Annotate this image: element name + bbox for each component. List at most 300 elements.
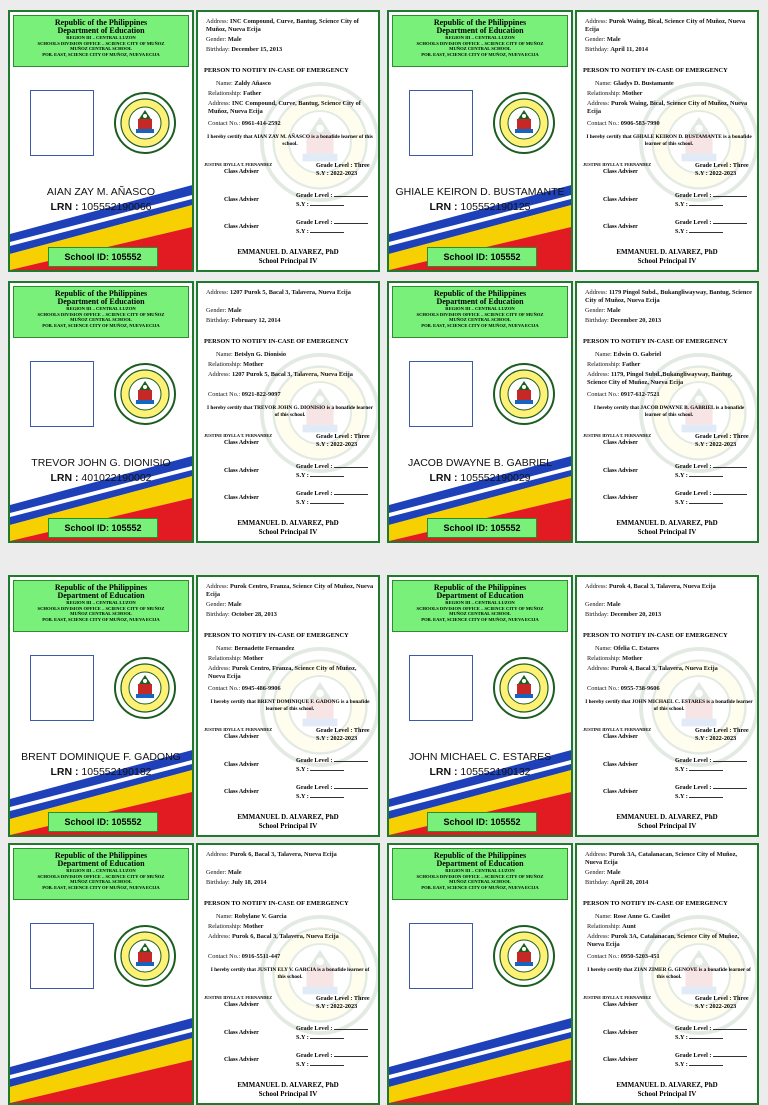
lrn-value: 105552190066 bbox=[81, 201, 152, 213]
sy-label: S.Y : bbox=[296, 227, 309, 235]
card-back bbox=[196, 10, 380, 272]
student-lrn bbox=[10, 201, 192, 213]
republic-title: Republic of the Philippines bbox=[433, 289, 527, 298]
sy-label: S.Y : bbox=[695, 734, 708, 742]
sy-label: S.Y : bbox=[675, 498, 688, 506]
deped-title: Department of Education bbox=[436, 859, 524, 868]
school-seal-icon bbox=[493, 92, 555, 154]
deped-title: Department of Education bbox=[57, 26, 145, 35]
emergency-name bbox=[216, 913, 380, 921]
sy-value: 2022-2023 bbox=[709, 440, 737, 448]
emergency-name bbox=[216, 351, 380, 359]
student-birthday bbox=[585, 879, 755, 887]
cert-suffix: is a bonafide learner of this school. bbox=[265, 699, 370, 712]
school-header bbox=[13, 848, 189, 900]
blank-line bbox=[334, 462, 368, 468]
field-label: Address: bbox=[587, 371, 610, 378]
cert-prefix: I hereby certify that bbox=[593, 405, 640, 411]
class-adviser-label-2: Class Adviser bbox=[224, 197, 259, 203]
field-value: 1179 Pingol Subd., Bukangliwayway, Bantug, Science City of Muñoz, Nueva Ecija bbox=[585, 289, 752, 304]
grade-level-current bbox=[316, 995, 370, 1010]
sy-label: S.Y : bbox=[296, 765, 309, 773]
blank-line bbox=[713, 756, 747, 762]
adviser-name: JUSTINE IDYLLA T. FERNANDEZ bbox=[583, 433, 652, 438]
flag-stripes bbox=[389, 1017, 573, 1103]
student-gender bbox=[585, 869, 755, 877]
emergency-contact bbox=[208, 953, 378, 961]
school-header bbox=[392, 286, 568, 338]
emergency-address bbox=[208, 665, 374, 681]
location-line: POB. EAST, SCIENCE CITY OF MUÑOZ, NUEVA ECIJA bbox=[421, 616, 539, 622]
blank-line bbox=[713, 783, 747, 789]
emergency-heading: PERSON TO NOTIFY IN-CASE OF EMERGENCY bbox=[204, 338, 349, 345]
certification-text bbox=[585, 405, 753, 418]
student-gender bbox=[206, 601, 376, 609]
field-label: Address: bbox=[206, 18, 229, 25]
grade-level-label: Grade Level : bbox=[695, 995, 732, 1002]
student-birthday bbox=[585, 46, 755, 54]
lrn-value: 105552190125 bbox=[460, 201, 531, 213]
field-label: Birthday: bbox=[585, 611, 609, 618]
grade-level-blank-3 bbox=[296, 489, 368, 506]
field-label: Gender: bbox=[206, 601, 227, 608]
blank-line bbox=[310, 200, 344, 206]
student-address bbox=[206, 583, 376, 599]
deped-title: Department of Education bbox=[436, 297, 524, 306]
grade-level-label: Grade Level : bbox=[296, 463, 333, 470]
emergency-name bbox=[595, 351, 759, 359]
field-label: Contact No.: bbox=[208, 953, 241, 960]
class-adviser-label-3: Class Adviser bbox=[603, 1057, 638, 1063]
republic-title: Republic of the Philippines bbox=[433, 583, 527, 592]
blank-line bbox=[689, 200, 723, 206]
class-adviser-label-3: Class Adviser bbox=[603, 495, 638, 501]
cert-prefix: I hereby certify that bbox=[207, 405, 253, 411]
field-value: Rose Anne G. Casilet bbox=[613, 913, 671, 920]
emergency-heading: PERSON TO NOTIFY IN-CASE OF EMERGENCY bbox=[583, 67, 728, 74]
student-gender bbox=[206, 869, 376, 877]
grade-level-blank-3 bbox=[675, 489, 747, 506]
cert-prefix: I hereby certify that bbox=[210, 699, 256, 705]
sy-label: S.Y : bbox=[675, 471, 688, 479]
student-address bbox=[585, 583, 755, 591]
cert-name: JOHN MICHAEL C. ESTARES bbox=[631, 699, 706, 705]
class-adviser-label: Class Adviser bbox=[224, 734, 259, 740]
blank-line bbox=[310, 1033, 344, 1039]
grade-level-label: Grade Level : bbox=[695, 727, 732, 734]
field-value: Purok Centro, Franza, Science City of Muñoz, Nueva Ecija bbox=[206, 583, 374, 598]
grade-level-label: Grade Level : bbox=[296, 757, 333, 764]
field-value: Zaldy Añasco bbox=[234, 80, 271, 87]
field-label: Address: bbox=[585, 18, 608, 25]
school-line: MUÑOZ CENTRAL SCHOOL bbox=[70, 46, 132, 52]
certification-text bbox=[206, 967, 374, 980]
student-name: AIAN ZAY M. AÑASCO bbox=[46, 186, 156, 198]
grade-level-label: Grade Level : bbox=[675, 757, 712, 764]
class-adviser-label-3: Class Adviser bbox=[603, 789, 638, 795]
field-value: Purok Waing, Bical, Science City of Muñoz, Nueva Ecija bbox=[587, 100, 748, 115]
field-value: Ofelia C. Estares bbox=[613, 645, 659, 652]
class-adviser-label-2: Class Adviser bbox=[603, 762, 638, 768]
student-gender bbox=[206, 307, 376, 315]
field-label: Address: bbox=[585, 583, 608, 590]
emergency-contact bbox=[208, 391, 378, 399]
grade-level-label: Grade Level : bbox=[296, 219, 333, 226]
blank-line bbox=[334, 489, 368, 495]
field-value: 0945-486-9906 bbox=[241, 685, 281, 692]
field-value: December 20, 2013 bbox=[610, 611, 662, 618]
field-value: Aunt bbox=[622, 923, 636, 930]
grade-level-value: Three bbox=[353, 162, 370, 169]
field-value: INC Compound, Curve, Bantug, Science City of Muñoz, Nueva Ecija bbox=[208, 100, 361, 115]
location-line: POB. EAST, SCIENCE CITY OF MUÑOZ, NUEVA ECIJA bbox=[421, 884, 539, 890]
photo-placeholder bbox=[409, 923, 473, 989]
cert-prefix: I hereby certify that bbox=[587, 967, 633, 973]
blank-line bbox=[689, 227, 723, 233]
school-header bbox=[13, 286, 189, 338]
sy-label: S.Y : bbox=[316, 1002, 329, 1010]
field-value: Purok Waing, Bical, Science City of Muñoz, Nueva Ecija bbox=[585, 18, 746, 33]
grade-level-value: Three bbox=[732, 727, 749, 734]
field-value: Male bbox=[227, 601, 242, 608]
grade-level-label: Grade Level : bbox=[296, 490, 333, 497]
blank-line bbox=[689, 792, 723, 798]
school-line: MUÑOZ CENTRAL SCHOOL bbox=[70, 611, 132, 617]
id-card bbox=[8, 281, 380, 543]
school-line: MUÑOZ CENTRAL SCHOOL bbox=[449, 317, 511, 323]
emergency-heading: PERSON TO NOTIFY IN-CASE OF EMERGENCY bbox=[583, 338, 728, 345]
cert-prefix: I hereby certify that bbox=[210, 967, 257, 973]
sy-value: 2022-2023 bbox=[709, 1002, 737, 1010]
sy-value: 2022-2023 bbox=[330, 440, 358, 448]
location-line: POB. EAST, SCIENCE CITY OF MUÑOZ, NUEVA ECIJA bbox=[421, 322, 539, 328]
deped-title: Department of Education bbox=[436, 26, 524, 35]
field-label: Relationship: bbox=[587, 655, 621, 662]
principal-signature bbox=[577, 813, 757, 831]
photo-placeholder bbox=[409, 655, 473, 721]
id-card bbox=[387, 843, 759, 1105]
id-card bbox=[387, 10, 759, 272]
lrn-value: 105552190132 bbox=[460, 766, 531, 778]
region-line: REGION III – CENTRAL LUZON bbox=[445, 306, 515, 311]
field-label: Gender: bbox=[585, 307, 606, 314]
school-id-badge: School ID: 105552 bbox=[48, 247, 158, 267]
cert-name: TREVOR JOHN G. DIONISIO bbox=[253, 405, 326, 411]
grade-level-label: Grade Level : bbox=[296, 784, 333, 791]
grade-level-blank-3 bbox=[296, 218, 368, 235]
field-value: February 12, 2014 bbox=[231, 317, 281, 324]
grade-level-current bbox=[316, 162, 370, 177]
certification-text bbox=[585, 134, 753, 147]
field-label: Birthday: bbox=[206, 46, 230, 53]
card-front bbox=[8, 575, 194, 837]
photo-placeholder bbox=[30, 655, 94, 721]
principal-name: EMMANUEL D. ALVAREZ, PhD bbox=[616, 1081, 718, 1089]
blank-line bbox=[713, 191, 747, 197]
emergency-address bbox=[587, 933, 753, 949]
principal-signature bbox=[577, 1081, 757, 1099]
card-back bbox=[196, 281, 380, 543]
field-value: 1179, Pingol Subd.,Bukangliwayway, Bantug, Science City of Muñoz, Nueva Ecija bbox=[587, 371, 733, 386]
field-value: Male bbox=[606, 869, 621, 876]
field-label: Contact No.: bbox=[587, 685, 620, 692]
grade-level-blank-3 bbox=[675, 783, 747, 800]
student-address bbox=[206, 851, 376, 859]
blank-line bbox=[310, 227, 344, 233]
field-label: Address: bbox=[208, 933, 231, 940]
school-seal-icon bbox=[493, 925, 555, 987]
photo-placeholder bbox=[30, 923, 94, 989]
sy-label: S.Y : bbox=[296, 471, 309, 479]
field-label: Address: bbox=[585, 289, 608, 296]
grade-level-label: Grade Level : bbox=[675, 784, 712, 791]
principal-title: School Principal IV bbox=[258, 257, 318, 265]
field-label: Gender: bbox=[585, 869, 606, 876]
region-line: REGION III – CENTRAL LUZON bbox=[445, 868, 515, 873]
emergency-name bbox=[595, 80, 759, 88]
school-line: MUÑOZ CENTRAL SCHOOL bbox=[449, 46, 511, 52]
emergency-contact bbox=[587, 953, 757, 961]
emergency-address bbox=[587, 665, 753, 673]
field-value: Purok 6, Bacal 3, Talavera, Nueva Ecija bbox=[229, 851, 337, 858]
sy-value: 2022-2023 bbox=[330, 1002, 358, 1010]
republic-title: Republic of the Philippines bbox=[54, 289, 148, 298]
student-name: JACOB DWAYNE B. GABRIEL bbox=[407, 457, 553, 469]
division-line: SCHOOLS DIVISION OFFICE – SCIENCE CITY OF MUÑOZ bbox=[416, 605, 544, 611]
field-label: Birthday: bbox=[585, 317, 609, 324]
field-value: July 18, 2014 bbox=[231, 879, 267, 886]
location-line: POB. EAST, SCIENCE CITY OF MUÑOZ, NUEVA ECIJA bbox=[42, 884, 160, 890]
grade-level-blank-3 bbox=[296, 1051, 368, 1068]
school-line: MUÑOZ CENTRAL SCHOOL bbox=[449, 879, 511, 885]
class-adviser-label-2: Class Adviser bbox=[603, 468, 638, 474]
sy-label: S.Y : bbox=[695, 1002, 708, 1010]
field-value: Mother bbox=[622, 90, 643, 97]
emergency-contact bbox=[208, 685, 378, 693]
field-value: December 15, 2013 bbox=[231, 46, 283, 53]
student-birthday bbox=[585, 611, 755, 619]
field-label: Gender: bbox=[585, 36, 606, 43]
field-label: Address: bbox=[587, 665, 610, 672]
field-value: Robylane V. Garcia bbox=[234, 913, 287, 920]
grade-level-value: Three bbox=[353, 433, 370, 440]
emergency-address bbox=[208, 371, 374, 379]
adviser-name: JUSTINE IDYLLA T. FERNANDEZ bbox=[204, 162, 273, 167]
grade-level-label: Grade Level : bbox=[316, 162, 353, 169]
grade-level-label: Grade Level : bbox=[296, 1025, 333, 1032]
grade-level-label: Grade Level : bbox=[296, 192, 333, 199]
school-header bbox=[13, 15, 189, 67]
region-line: REGION III – CENTRAL LUZON bbox=[445, 35, 515, 40]
student-name: GHIALE KEIRON D. BUSTAMANTE bbox=[395, 186, 565, 198]
field-label: Name: bbox=[595, 645, 612, 652]
class-adviser-label: Class Adviser bbox=[603, 440, 638, 446]
school-header bbox=[392, 848, 568, 900]
emergency-contact bbox=[587, 685, 757, 693]
grade-level-blank-2 bbox=[675, 462, 747, 479]
grade-level-value: Three bbox=[732, 995, 749, 1002]
field-value: 0961-414-2592 bbox=[241, 120, 281, 127]
emergency-address bbox=[208, 933, 374, 941]
emergency-heading: PERSON TO NOTIFY IN-CASE OF EMERGENCY bbox=[204, 900, 349, 907]
emergency-name bbox=[595, 645, 759, 653]
field-value: 0906-583-7990 bbox=[620, 120, 660, 127]
sy-label: S.Y : bbox=[675, 1060, 688, 1068]
field-label: Gender: bbox=[206, 307, 227, 314]
field-value: Father bbox=[243, 90, 262, 97]
division-line: SCHOOLS DIVISION OFFICE – SCIENCE CITY OF MUÑOZ bbox=[416, 40, 544, 46]
school-line: MUÑOZ CENTRAL SCHOOL bbox=[70, 879, 132, 885]
class-adviser-label-2: Class Adviser bbox=[224, 1030, 259, 1036]
division-line: SCHOOLS DIVISION OFFICE – SCIENCE CITY OF MUÑOZ bbox=[37, 605, 165, 611]
lrn-value: 401022190002 bbox=[81, 472, 152, 484]
principal-signature bbox=[198, 813, 378, 831]
blank-line bbox=[689, 765, 723, 771]
field-value: 0955-738-9606 bbox=[620, 685, 660, 692]
field-value: Purok 4, Bacal 3, Talavera, Nueva Ecija bbox=[610, 665, 718, 672]
republic-title: Republic of the Philippines bbox=[54, 583, 148, 592]
emergency-heading: PERSON TO NOTIFY IN-CASE OF EMERGENCY bbox=[583, 900, 728, 907]
emergency-contact bbox=[587, 391, 757, 399]
card-back bbox=[575, 843, 759, 1105]
grade-level-blank-3 bbox=[296, 783, 368, 800]
lrn-label: LRN : bbox=[429, 472, 458, 484]
field-value: Mother bbox=[243, 361, 264, 368]
school-seal-icon bbox=[114, 657, 176, 719]
field-value: Purok 6, Bacal 3, Talavera, Nueva Ecija bbox=[231, 933, 339, 940]
emergency-name bbox=[216, 645, 380, 653]
school-line: MUÑOZ CENTRAL SCHOOL bbox=[70, 317, 132, 323]
sy-value: 2022-2023 bbox=[330, 169, 358, 177]
student-address bbox=[585, 851, 755, 867]
grade-level-blank-2 bbox=[296, 462, 368, 479]
field-value: 1207 Purok 5, Bacal 3, Talavera, Nueva Ecija bbox=[231, 371, 353, 378]
blank-line bbox=[689, 498, 723, 504]
deped-title: Department of Education bbox=[436, 591, 524, 600]
class-adviser-label: Class Adviser bbox=[603, 734, 638, 740]
field-label: Contact No.: bbox=[587, 120, 620, 127]
grade-level-current bbox=[695, 162, 749, 177]
cert-name: GHIALE KEIRON D. BUSTAMANTE bbox=[633, 134, 722, 140]
sy-label: S.Y : bbox=[675, 200, 688, 208]
student-gender bbox=[206, 36, 376, 44]
blank-line bbox=[310, 498, 344, 504]
student-gender bbox=[585, 36, 755, 44]
principal-signature bbox=[577, 519, 757, 537]
emergency-heading: PERSON TO NOTIFY IN-CASE OF EMERGENCY bbox=[204, 67, 349, 74]
emergency-address bbox=[587, 100, 753, 116]
cert-prefix: I hereby certify that bbox=[586, 134, 632, 140]
field-label: Address: bbox=[208, 665, 231, 672]
sy-value: 2022-2023 bbox=[709, 169, 737, 177]
grade-level-blank-2 bbox=[296, 1024, 368, 1041]
region-line: REGION III – CENTRAL LUZON bbox=[66, 306, 136, 311]
cert-suffix: is a bonafide learner of this school. bbox=[656, 967, 751, 980]
field-label: Contact No.: bbox=[208, 120, 241, 127]
field-label: Name: bbox=[216, 80, 233, 87]
division-line: SCHOOLS DIVISION OFFICE – SCIENCE CITY OF MUÑOZ bbox=[416, 311, 544, 317]
student-birthday bbox=[585, 317, 755, 325]
location-line: POB. EAST, SCIENCE CITY OF MUÑOZ, NUEVA ECIJA bbox=[42, 322, 160, 328]
class-adviser-label-2: Class Adviser bbox=[224, 762, 259, 768]
region-line: REGION III – CENTRAL LUZON bbox=[66, 35, 136, 40]
school-id-badge: School ID: 105552 bbox=[427, 247, 537, 267]
principal-signature bbox=[577, 248, 757, 266]
field-label: Contact No.: bbox=[208, 391, 241, 398]
emergency-name bbox=[595, 913, 759, 921]
field-label: Address: bbox=[587, 933, 610, 940]
grade-level-label: Grade Level : bbox=[675, 1052, 712, 1059]
grade-level-label: Grade Level : bbox=[675, 192, 712, 199]
field-value: Purok 4, Bacal 3, Talavera, Nueva Ecija bbox=[608, 583, 716, 590]
blank-line bbox=[334, 1024, 368, 1030]
republic-title: Republic of the Philippines bbox=[433, 851, 527, 860]
field-label: Name: bbox=[595, 913, 612, 920]
blank-line bbox=[713, 489, 747, 495]
field-label: Address: bbox=[587, 100, 610, 107]
class-adviser-label-2: Class Adviser bbox=[603, 1030, 638, 1036]
field-value: Purok Centro, Franza, Science City of Muñoz, Nueva Ecija bbox=[208, 665, 357, 680]
cert-name: ZIAN ZIMER G. GENOVE bbox=[633, 967, 698, 973]
field-value: Bernadette Fernandez bbox=[234, 645, 295, 652]
sy-value: 2022-2023 bbox=[709, 734, 737, 742]
school-line: MUÑOZ CENTRAL SCHOOL bbox=[449, 611, 511, 617]
grade-level-label: Grade Level : bbox=[316, 433, 353, 440]
blank-line bbox=[310, 1060, 344, 1066]
principal-title: School Principal IV bbox=[637, 1090, 697, 1098]
sy-label: S.Y : bbox=[675, 1033, 688, 1041]
school-seal-icon bbox=[114, 925, 176, 987]
field-value: Mother bbox=[622, 655, 643, 662]
certification-text bbox=[585, 699, 753, 712]
location-line: POB. EAST, SCIENCE CITY OF MUÑOZ, NUEVA ECIJA bbox=[42, 51, 160, 57]
certification-text bbox=[585, 967, 753, 980]
student-address bbox=[585, 18, 755, 34]
blank-line bbox=[334, 218, 368, 224]
field-value: Mother bbox=[243, 655, 264, 662]
card-front bbox=[387, 843, 573, 1105]
field-value: 0950-5203-451 bbox=[620, 953, 660, 960]
class-adviser-label-3: Class Adviser bbox=[224, 1057, 259, 1063]
principal-title: School Principal IV bbox=[258, 822, 318, 830]
sy-label: S.Y : bbox=[675, 765, 688, 773]
grade-level-value: Three bbox=[353, 995, 370, 1002]
school-seal-icon bbox=[114, 92, 176, 154]
blank-line bbox=[334, 1051, 368, 1057]
lrn-label: LRN : bbox=[50, 201, 79, 213]
emergency-relationship bbox=[587, 361, 757, 369]
emergency-relationship bbox=[208, 90, 378, 98]
field-value: October 28, 2013 bbox=[231, 611, 277, 618]
field-value: Purok 3A, Catalanacan, Science City of Muñoz, Nueva Ecija bbox=[585, 851, 738, 866]
field-value: Male bbox=[227, 869, 242, 876]
principal-title: School Principal IV bbox=[637, 528, 697, 536]
student-lrn bbox=[389, 766, 571, 778]
blank-line bbox=[689, 1060, 723, 1066]
student-birthday bbox=[206, 879, 376, 887]
field-label: Birthday: bbox=[206, 879, 230, 886]
grade-level-blank-2 bbox=[675, 1024, 747, 1041]
field-label: Gender: bbox=[206, 36, 227, 43]
grade-level-blank-3 bbox=[675, 218, 747, 235]
cert-suffix: is a bonafide learner of this school. bbox=[277, 967, 370, 980]
card-front bbox=[387, 10, 573, 272]
republic-title: Republic of the Philippines bbox=[54, 851, 148, 860]
field-value: December 20, 2013 bbox=[610, 317, 662, 324]
card-front bbox=[387, 281, 573, 543]
deped-title: Department of Education bbox=[57, 591, 145, 600]
field-value: 0916-5511-447 bbox=[241, 953, 281, 960]
